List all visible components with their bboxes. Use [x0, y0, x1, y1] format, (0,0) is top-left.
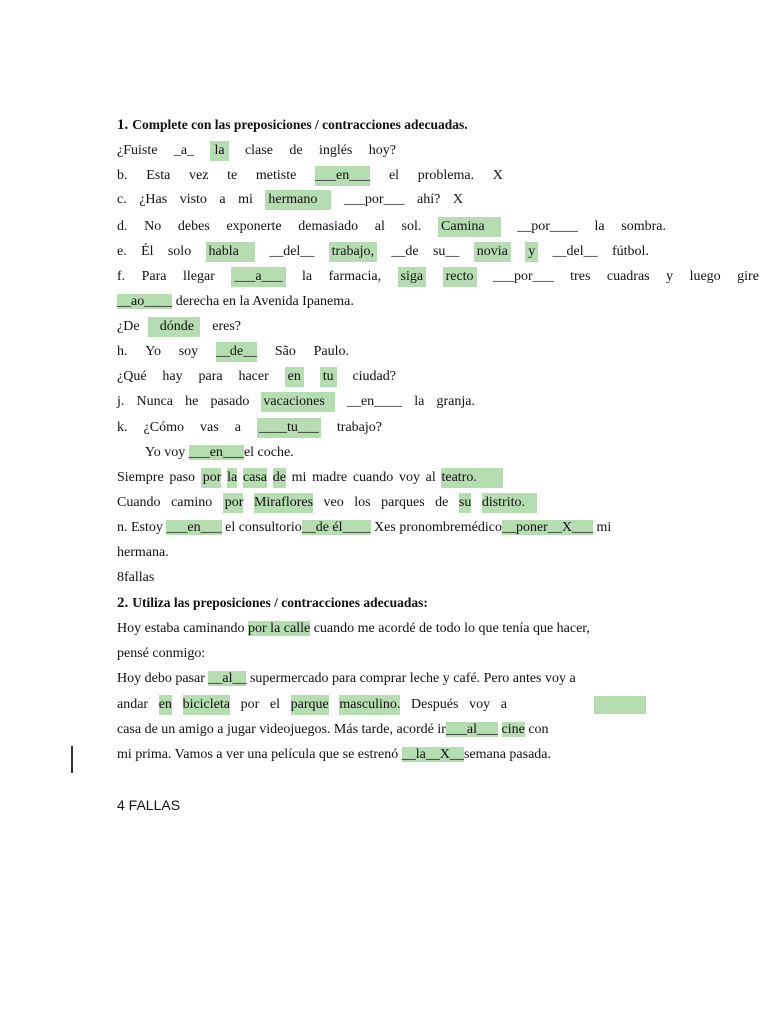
exercise-line-d [117, 217, 666, 237]
word: Cuando [117, 495, 161, 510]
word: mi [596, 520, 612, 535]
word: ___por___ [493, 269, 554, 284]
word: Él [141, 244, 154, 259]
highlighted-answer: trabajo, [329, 242, 377, 262]
mark-x: X [492, 168, 503, 183]
word: voy [469, 697, 491, 712]
word: pasado [210, 394, 250, 409]
word: ___por___ [343, 192, 405, 207]
highlighted-answer: __poner__X___ [501, 520, 593, 535]
paragraph-line-4 [117, 695, 507, 715]
word: paso [169, 470, 196, 485]
paragraph-line-5 [117, 720, 759, 740]
word: hay [162, 369, 183, 384]
highlighted-answer: ___en___ [166, 520, 222, 535]
highlighted-answer: novia [474, 242, 511, 262]
word: d. [117, 219, 128, 234]
word: __del__ [269, 244, 315, 259]
highlighted-answer: en [159, 695, 172, 715]
word: Nunca [136, 394, 174, 409]
word: al [374, 219, 385, 234]
word: de [289, 143, 303, 158]
word: Hoy estaba caminando [117, 621, 245, 636]
highlighted-answer: vacaciones [261, 392, 334, 412]
word: No [144, 219, 162, 234]
paragraph-line-3 [117, 669, 759, 689]
word: la [414, 394, 425, 409]
highlighted-answer: siga [398, 267, 427, 287]
paragraph-line-2: pensé conmigo: [117, 646, 206, 661]
section-1-title: Complete con las preposiciones / contracciones adecuadas. [132, 117, 468, 132]
highlighted-answer: Miraflores [254, 493, 313, 513]
word: de [435, 495, 449, 510]
section-2-number: 2. [117, 595, 129, 611]
exercise-line-f [117, 267, 759, 287]
word: j. [117, 394, 125, 409]
mark-x: X [452, 192, 463, 207]
word: Siempre [117, 470, 164, 485]
exercise-line-f-continued [117, 292, 759, 312]
highlighted-answer: la [210, 141, 228, 161]
word: madre [312, 470, 348, 485]
exercise-line-a [117, 141, 396, 161]
word: ahí? [417, 192, 441, 207]
exercise-line-l [117, 468, 503, 488]
word: Yo [145, 344, 161, 359]
exercise-line-h [117, 342, 349, 362]
word: el [269, 697, 281, 712]
word: el consultorio [225, 520, 302, 535]
highlighted-answer: por [223, 493, 244, 513]
text-cursor [71, 746, 73, 773]
word: te [227, 168, 238, 183]
exercise-line-b [117, 166, 503, 186]
word: la [302, 269, 313, 284]
word: su__ [432, 244, 460, 259]
word: São [274, 344, 296, 359]
word: k. [117, 420, 128, 435]
exercise-line-n [117, 518, 759, 538]
highlighted-answer: masculino. [339, 695, 400, 715]
highlighted-answer: ___en___ [188, 445, 244, 460]
highlighted-answer: su [459, 493, 471, 513]
word: solo [167, 244, 192, 259]
highlighted-answer: habla [206, 242, 255, 262]
highlighted-answer: recto [443, 267, 477, 287]
word: problema. [417, 168, 475, 183]
highlighted-answer: cine [501, 722, 525, 737]
exercise-line-k-answer [145, 443, 345, 463]
highlighted-answer: parque [291, 695, 329, 715]
word: ¿Cómo [143, 420, 184, 435]
highlighted-answer: casa [243, 468, 267, 488]
word: y [666, 269, 674, 284]
word: Paulo. [313, 344, 349, 359]
word: ciudad? [352, 369, 396, 384]
word: tres [570, 269, 591, 284]
highlighted-answer: en [285, 367, 304, 387]
fallas-count-2: 4 FALLAS [117, 797, 181, 813]
word: vas [200, 420, 219, 435]
word: derecha en la Avenida Ipanema. [175, 294, 354, 309]
word: camino [171, 495, 213, 510]
word: mi [291, 470, 307, 485]
word: demasiado [298, 219, 359, 234]
highlighted-answer: ___a___ [231, 267, 285, 287]
section-2-title: Utiliza las preposiciones / contracciones adecuadas: [132, 595, 428, 610]
word: trabajo? [336, 420, 382, 435]
word: vez [188, 168, 209, 183]
word: __del__ [552, 244, 598, 259]
word: Hoy debo pasar [117, 671, 205, 686]
word: __de [391, 244, 419, 259]
word: sombra. [621, 219, 666, 234]
word: clase [244, 143, 273, 158]
word: veo [323, 495, 344, 510]
highlighted-answer: por [201, 468, 222, 488]
word: a [219, 192, 226, 207]
word: cuando me acordé de todo lo que tenía que hacer, [313, 621, 590, 636]
word: h. [117, 344, 128, 359]
word: a [500, 697, 507, 712]
section-1-number: 1. [117, 117, 129, 133]
word: e. [117, 244, 127, 259]
word: mi [238, 192, 253, 207]
highlighted-answer: por la calle [248, 621, 311, 636]
word: b. [117, 168, 128, 183]
word: con [528, 722, 549, 737]
highlighted-answer: hermano [265, 190, 331, 210]
highlighted-answer: distrito. [482, 493, 537, 513]
word: debes [177, 219, 210, 234]
word: _a_ [173, 143, 195, 158]
word: hacer [238, 369, 269, 384]
exercise-line-g [117, 317, 241, 337]
highlight-blank [594, 696, 646, 714]
word: casa de un amigo a jugar videojuegos. Más tarde, acordé ir [117, 722, 446, 737]
word: a [234, 420, 241, 435]
highlighted-answer: ___al___ [445, 722, 498, 737]
word: c. [117, 192, 127, 207]
word: ¿Has [139, 192, 168, 207]
word: fútbol. [612, 244, 649, 259]
word: Xes pronombremédico [374, 520, 502, 535]
word: Después [411, 697, 459, 712]
highlighted-answer: ___en___ [315, 166, 370, 186]
highlighted-answer: ____tu___ [257, 418, 321, 438]
highlighted-answer: bicicleta [183, 695, 230, 715]
word: Yo voy [145, 445, 186, 460]
word: he [185, 394, 199, 409]
word: exponerte [226, 219, 282, 234]
highlighted-answer: Camina [438, 217, 501, 237]
word: semana pasada. [463, 747, 552, 762]
word: el [388, 168, 400, 183]
highlighted-answer: __de él____ [301, 520, 371, 535]
word: la [594, 219, 605, 234]
word: al [425, 470, 436, 485]
word: ¿Fuiste [117, 143, 158, 158]
word: supermercado para comprar leche y café. Pero antes voy a [249, 671, 576, 686]
fallas-count-1: 8fallas [117, 570, 155, 585]
word: eres? [212, 319, 241, 334]
highlighted-answer: tu [320, 367, 337, 387]
highlighted-answer: y [525, 242, 538, 262]
word: farmacia, [328, 269, 382, 284]
word: __por____ [517, 219, 578, 234]
word: andar [117, 697, 149, 712]
word: ¿De [117, 319, 140, 334]
word: __en____ [346, 394, 403, 409]
exercise-line-m [117, 493, 537, 513]
word: luego [689, 269, 721, 284]
exercise-line-j [117, 392, 475, 412]
word: para [198, 369, 223, 384]
highlighted-answer: teatro. [441, 468, 502, 488]
highlighted-answer: __la__X__ [401, 747, 464, 762]
highlighted-answer: __de__ [216, 342, 257, 362]
exercise-line-c [117, 190, 463, 210]
highlighted-answer: la [227, 468, 237, 488]
highlighted-answer: de [273, 468, 286, 488]
word: inglés [318, 143, 353, 158]
section-2-heading [117, 593, 759, 613]
word: gire [737, 269, 759, 284]
paragraph-line-6 [117, 745, 759, 765]
word: visto [179, 192, 207, 207]
word: llegar [183, 269, 215, 284]
highlighted-answer: dónde [148, 317, 200, 337]
word: parques [381, 495, 425, 510]
paragraph-line-1 [117, 619, 759, 639]
highlighted-answer: __al__ [208, 671, 247, 686]
word: f. [117, 269, 126, 284]
section-1-heading [117, 115, 759, 135]
word: soy [178, 344, 199, 359]
exercise-line-e [117, 242, 649, 262]
word: Para [141, 269, 167, 284]
word: los [354, 495, 371, 510]
exercise-line-i [117, 367, 396, 387]
exercise-line-n-continued: hermana. [117, 545, 169, 560]
highlighted-answer: __ao____ [117, 294, 173, 309]
word: sol. [401, 219, 422, 234]
word: cuadras [606, 269, 650, 284]
word: Esta [146, 168, 171, 183]
word: ¿Qué [117, 369, 147, 384]
word: cuando [352, 470, 394, 485]
word: granja. [436, 394, 475, 409]
word: el coche. [243, 445, 294, 460]
word: mi prima. Vamos a ver una película que se estrenó [117, 747, 399, 762]
word: n. Estoy [117, 520, 163, 535]
word: hoy? [368, 143, 396, 158]
word: voy [398, 470, 420, 485]
word: metiste [255, 168, 297, 183]
word: por [240, 697, 260, 712]
exercise-line-k [117, 418, 382, 438]
